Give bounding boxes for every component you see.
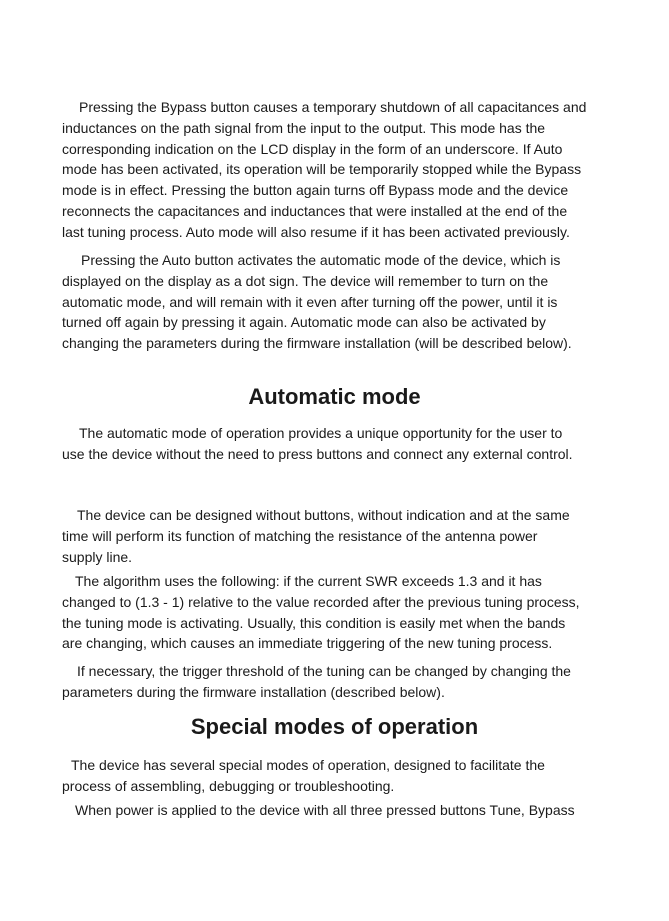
text-line: automatic mode, and will remain with it even after turning off the power, until it is: [62, 293, 558, 310]
bypass-paragraph: [48, 97, 626, 243]
text-line: Pressing the Auto button activates the automatic mode of the device, which is: [81, 252, 561, 268]
text-line: The algorithm uses the following: if the current SWR exceeds 1.3 and it has: [75, 573, 542, 589]
text-line: time will perform its function of matching the resistance of the antenna power: [62, 527, 538, 544]
text-line: turned off again by pressing it again. Automatic mode can also be activated by: [62, 314, 546, 331]
text-line: The device can be designed without buttons, without indication and at the same: [77, 507, 570, 523]
special-intro-paragraph: [48, 755, 626, 797]
text-line: the tuning mode is activating. Usually, this condition is easily met when the bands: [62, 614, 566, 631]
text-line: The device has several special modes of operation, designed to facilitate the: [71, 757, 545, 773]
text-line: changing the parameters during the firmware installation (will be described below).: [62, 335, 572, 352]
auto-paragraph: [48, 250, 626, 354]
text-line: reconnects the capacitances and inductances that were installed at the end of the: [62, 202, 568, 219]
text-line: corresponding indication on the LCD display in the form of an underscore. If Auto: [62, 140, 563, 157]
text-line: use the device without the need to press buttons and connect any external control.: [62, 445, 573, 462]
text-line: changed to (1.3 - 1) relative to the value recorded after the previous tuning process,: [62, 593, 580, 610]
text-line: inductances on the path signal from the input to the output. This mode has the: [62, 119, 546, 136]
algorithm-paragraph: [48, 571, 626, 654]
text-line: When power is applied to the device with all three pressed buttons Tune, Bypass: [75, 802, 575, 818]
text-line: mode is in effect. Pressing the button again turns off Bypass mode and the device: [62, 182, 569, 199]
text-line: Pressing the Bypass button causes a temporary shutdown of all capacitances and: [79, 99, 587, 115]
text-line: parameters during the firmware installation (described below).: [62, 683, 445, 700]
automatic-mode-heading: Automatic mode: [248, 384, 421, 409]
text-line: displayed on the display as a dot sign. The device will remember to turn on the: [62, 272, 549, 289]
text-line: supply line.: [62, 548, 133, 565]
text-line: mode has been activated, its operation will be temporarily stopped while the Bypass: [62, 161, 582, 178]
text-line: last tuning process. Auto mode will also resume if it has been activated previously.: [62, 223, 570, 240]
no-buttons-paragraph: [48, 505, 626, 567]
text-line: The automatic mode of operation provides a unique opportunity for the user to: [79, 425, 563, 441]
threshold-paragraph: [48, 661, 626, 703]
text-line: If necessary, the trigger threshold of the tuning can be changed by changing the: [77, 663, 571, 679]
automatic-intro-paragraph: [48, 423, 626, 465]
text-line: process of assembling, debugging or troubleshooting.: [62, 777, 395, 794]
text-line: are changing, which causes an immediate triggering of the new tuning process.: [62, 635, 553, 652]
special-modes-heading: Special modes of operation: [190, 714, 479, 739]
power-on-paragraph: [48, 800, 626, 821]
